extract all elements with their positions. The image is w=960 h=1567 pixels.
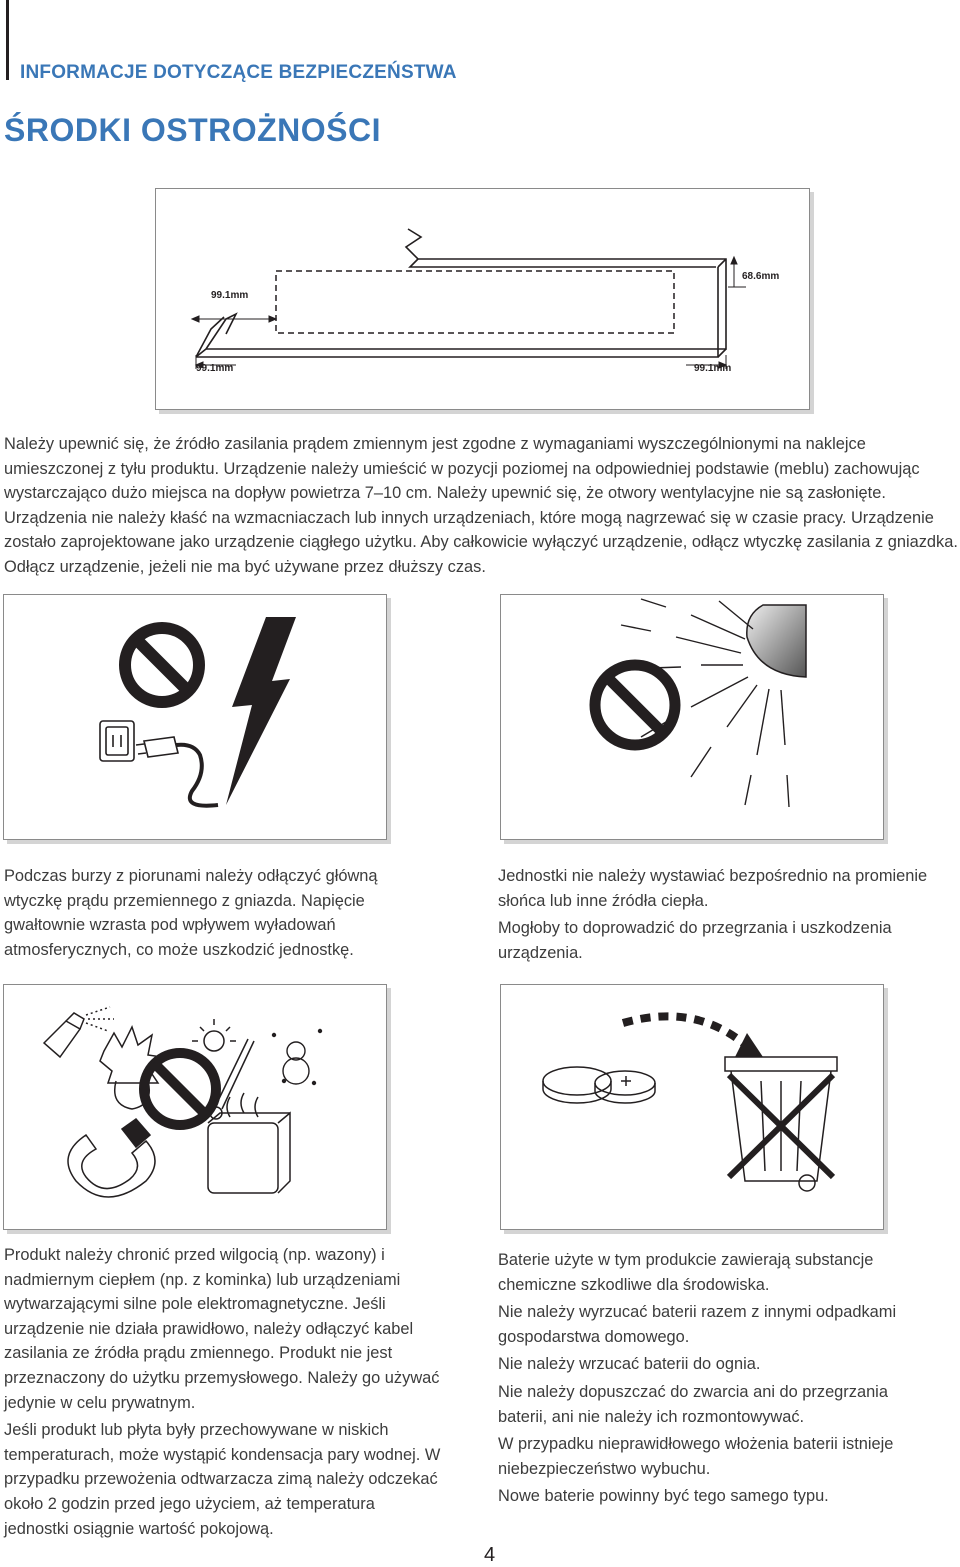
power-socket-icon (100, 721, 134, 761)
dimension-left-bottom: 99.1mm (196, 363, 234, 374)
caption-paragraph: Jeśli produkt lub płyta były przechowywane w niskich temperaturach, może wystąpić kondensacja pary wodnej. W przypadku przewożenia odtwarzacza zimą należy odczekać około 2 godzin przed jego użyciem, aż temperatura jednostki osiągnie wartość pokojową. (4, 1421, 441, 1538)
caption-paragraph: Produkt należy chronić przed wilgocią (np. wazony) i nadmiernym ciepłem (np. z kominka) lub urządzeniami wytwarzającymi silne pole elektromagnetyczne. Jeśli urządzenie nie działa prawidłowo, należy odłączyć kabel zasilania ze źródła prądu zmiennego. Produkt nie jest przeznaczony do użytku przemysłowego. Należy go używać jedynie w celu prywatnym. (4, 1246, 440, 1412)
caption-paragraph: Nie należy wrzucać baterii do ognia. (498, 1355, 761, 1374)
margin-rule (6, 0, 9, 80)
prohibition-icon (144, 1053, 216, 1125)
unit-outline-icon (276, 271, 674, 333)
lightning-figure (3, 594, 387, 840)
prohibition-icon (595, 665, 675, 745)
dimension-left-top: 99.1mm (211, 290, 249, 301)
ventilation-clearance-figure (155, 188, 810, 410)
shelf-icon (196, 229, 726, 357)
lightning-caption (4, 864, 414, 965)
caption-paragraph: W przypadku nieprawidłowego włożenia baterii istnieje niebezpieczeństwo wybuchu. (498, 1435, 894, 1478)
section-title: INFORMACJE DOTYCZĄCE BEZPIECZEŃSTWA (20, 62, 457, 83)
snowman-icon (273, 1030, 322, 1085)
caption-paragraph: Nowe baterie powinny być tego samego typu. (498, 1487, 829, 1506)
moisture-caption (4, 1243, 444, 1544)
sun-icon (747, 605, 806, 677)
intro-paragraph: Należy upewnić się, że źródło zasilania prądem zmiennym jest zgodne z wymaganiami wyszczególnionymi na naklejce umieszczonej z tyłu produktu. Urządzenie należy umieścić w pozycji poziomej na odpowiedniej podstawie (meblu) zachowując wystarczająco dużo miejsca na dopływ powietrza 7–10 cm. Należy upewnić się, że otwory wentylacyjne nie są zasłonięte. Urządzenia nie należy kłaść na wzmacniaczach lub innych urządzeniach, które mogą nagrzewać się w czasie pracy. Urządzenie zostało zaprojektowane jako urządzenie ciągłego użytku. Aby całkowicie wyłączyć urządzenie, odłącz wtyczkę zasilania z gniazdka. Odłącz urządzenie, jeżeli nie ma być używane przez dłuższy czas. (4, 435, 958, 576)
caption-paragraph: Podczas burzy z piorunami należy odłączyć główną wtyczkę prądu przemiennego z gniazda. Napięcie gwałtownie wzrasta pod wpływem wyładowań atmosferycznych, co może uszkodzić jednostkę. (4, 867, 378, 959)
prohibition-icon (125, 628, 199, 702)
sunlight-figure (500, 594, 884, 840)
caption-paragraph: Nie należy dopuszczać do zwarcia ani do przegrzania baterii, ani nie należy ich rozmontowywać. (498, 1382, 888, 1426)
battery-disposal-figure (500, 984, 884, 1230)
sunlight-caption (498, 864, 958, 968)
magnet-icon (68, 1119, 155, 1197)
plug-icon (136, 737, 218, 806)
spray-bottle-icon (44, 1007, 114, 1057)
dimension-right-top: 68.6mm (742, 271, 780, 282)
caption-paragraph: Nie należy wyrzucać baterii razem z innymi odpadkami gospodarstwa domowego. (498, 1303, 897, 1346)
page-number: 4 (484, 1544, 496, 1566)
arrow-icon (623, 1016, 743, 1043)
sun-small-icon (192, 1019, 236, 1051)
lightning-bolt-icon (226, 617, 296, 805)
caption-paragraph: Jednostki nie należy wystawiać bezpośrednio na promienie słońca lub inne źródła ciepła. (498, 867, 928, 910)
battery-caption (498, 1248, 938, 1512)
caption-paragraph: Mogłoby to doprowadzić do przegrzania i uszkodzenia urządzenia. (498, 919, 892, 962)
caption-paragraph: Baterie użyte w tym produkcie zawierają substancje chemiczne szkodliwe dla środowiska. (498, 1251, 874, 1294)
dimension-right-bottom: 99.1mm (694, 363, 732, 374)
moisture-heat-figure (3, 984, 387, 1230)
page-title: ŚRODKI OSTROŻNOŚCI (4, 112, 382, 148)
battery-coin-icon (543, 1067, 655, 1103)
